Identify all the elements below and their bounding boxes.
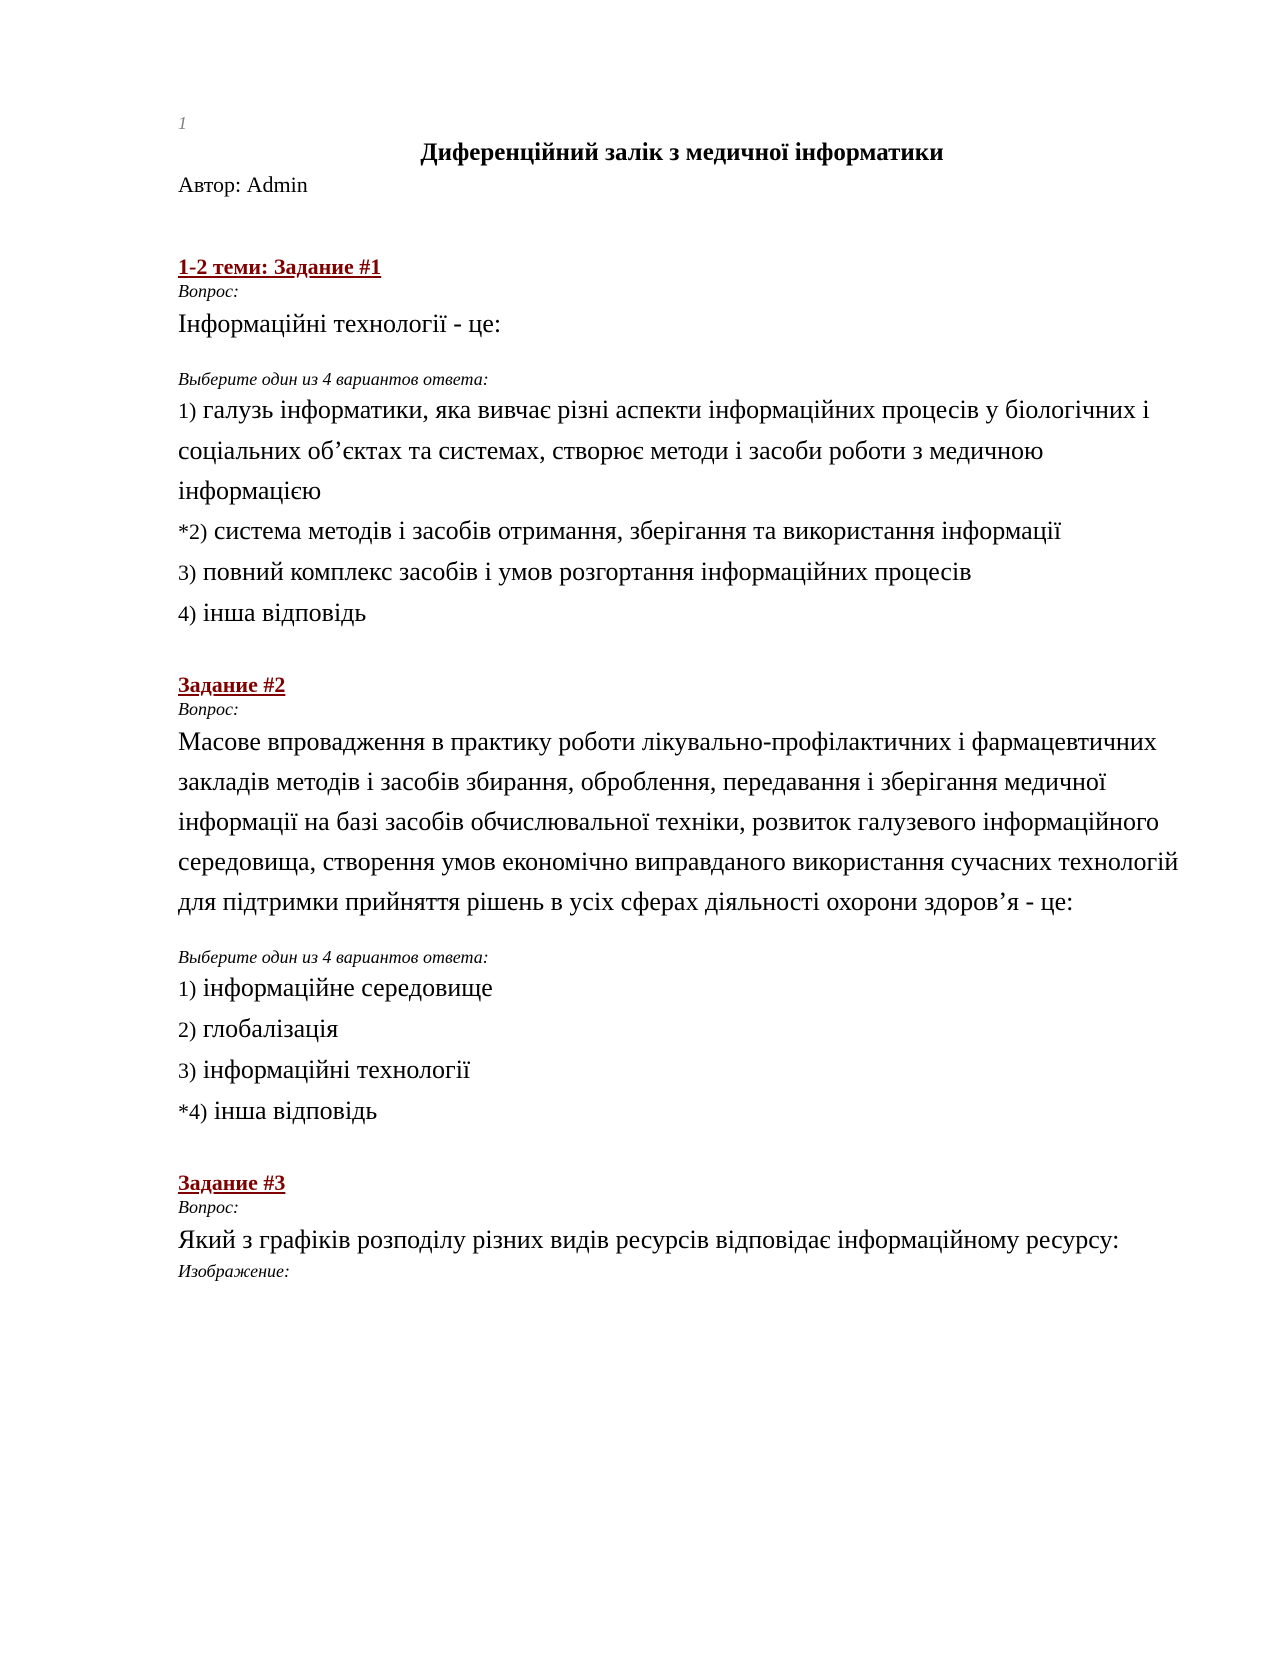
task-heading: Задание #3 xyxy=(178,1170,286,1195)
option-text: інша відповідь xyxy=(207,1096,378,1125)
task-heading: Задание #2 xyxy=(178,672,286,697)
option-text: галузь інформатики, яка вивчає різні аспекти інформаційних процесів у біологічних і соціальних об’єктах та системах, створює методи і засоби роботи з медичною інформацією xyxy=(178,395,1150,505)
question-label: Вопрос: xyxy=(178,699,239,719)
answer-option xyxy=(178,552,1186,593)
option-text: інформаційні технології xyxy=(196,1055,471,1084)
answer-option xyxy=(178,968,1186,1009)
option-number: 3) xyxy=(178,560,197,585)
task-1 xyxy=(178,254,1186,634)
option-number: *4) xyxy=(178,1099,208,1124)
option-number: 1) xyxy=(178,398,197,423)
task-heading: 1-2 теми: Задание #1 xyxy=(178,254,382,279)
answer-option xyxy=(178,511,1186,552)
option-number: 1) xyxy=(178,976,197,1001)
choose-label: Выберите один из 4 вариантов ответа: xyxy=(178,947,489,967)
option-text: повний комплекс засобів і умов розгортання інформаційних процесів xyxy=(196,557,972,586)
answer-options xyxy=(178,968,1186,1132)
document-title: Диференційний залік з медичної інформатики xyxy=(420,139,944,166)
option-number: 2) xyxy=(178,1017,197,1042)
option-text: система методів і засобів отримання, зберігання та використання інформації xyxy=(207,516,1062,545)
answer-option xyxy=(178,1009,1186,1050)
question-text: Інформаційні технології - це: xyxy=(178,309,502,338)
option-text: глобалізація xyxy=(196,1014,339,1043)
answer-options xyxy=(178,390,1186,634)
task-3 xyxy=(178,1170,1186,1282)
option-number: *2) xyxy=(178,519,208,544)
document-page xyxy=(178,112,1186,1282)
page-number: 1 xyxy=(178,113,187,133)
answer-option xyxy=(178,1091,1186,1132)
answer-option xyxy=(178,593,1186,634)
option-text: інформаційне середовище xyxy=(196,973,493,1002)
question-label: Вопрос: xyxy=(178,1197,239,1217)
option-number: 4) xyxy=(178,601,197,626)
question-label: Вопрос: xyxy=(178,281,239,301)
task-2 xyxy=(178,672,1186,1132)
image-label: Изображение: xyxy=(178,1261,291,1281)
choose-label: Выберите один из 4 вариантов ответа: xyxy=(178,369,489,389)
answer-option xyxy=(178,390,1186,511)
option-text: інша відповідь xyxy=(196,598,367,627)
document-author: Автор: Admin xyxy=(178,172,308,197)
question-text: Масове впровадження в практику роботи лікувально-профілактичних і фармацевтичних закладів методів і засобів збирання, оброблення, передавання і зберігання медичної інформації на базі засобів обчислювальної техніки, розвиток галузевого інформаційного середовища, створення умов економічно виправданого використання сучасних технологій для підтримки прийняття рішень в усіх сферах діяльності охорони здоров’я - це: xyxy=(178,727,1179,916)
question-text: Який з графіків розподілу різних видів ресурсів відповідає інформаційному ресурсу: xyxy=(178,1225,1120,1254)
answer-option xyxy=(178,1050,1186,1091)
option-number: 3) xyxy=(178,1058,197,1083)
